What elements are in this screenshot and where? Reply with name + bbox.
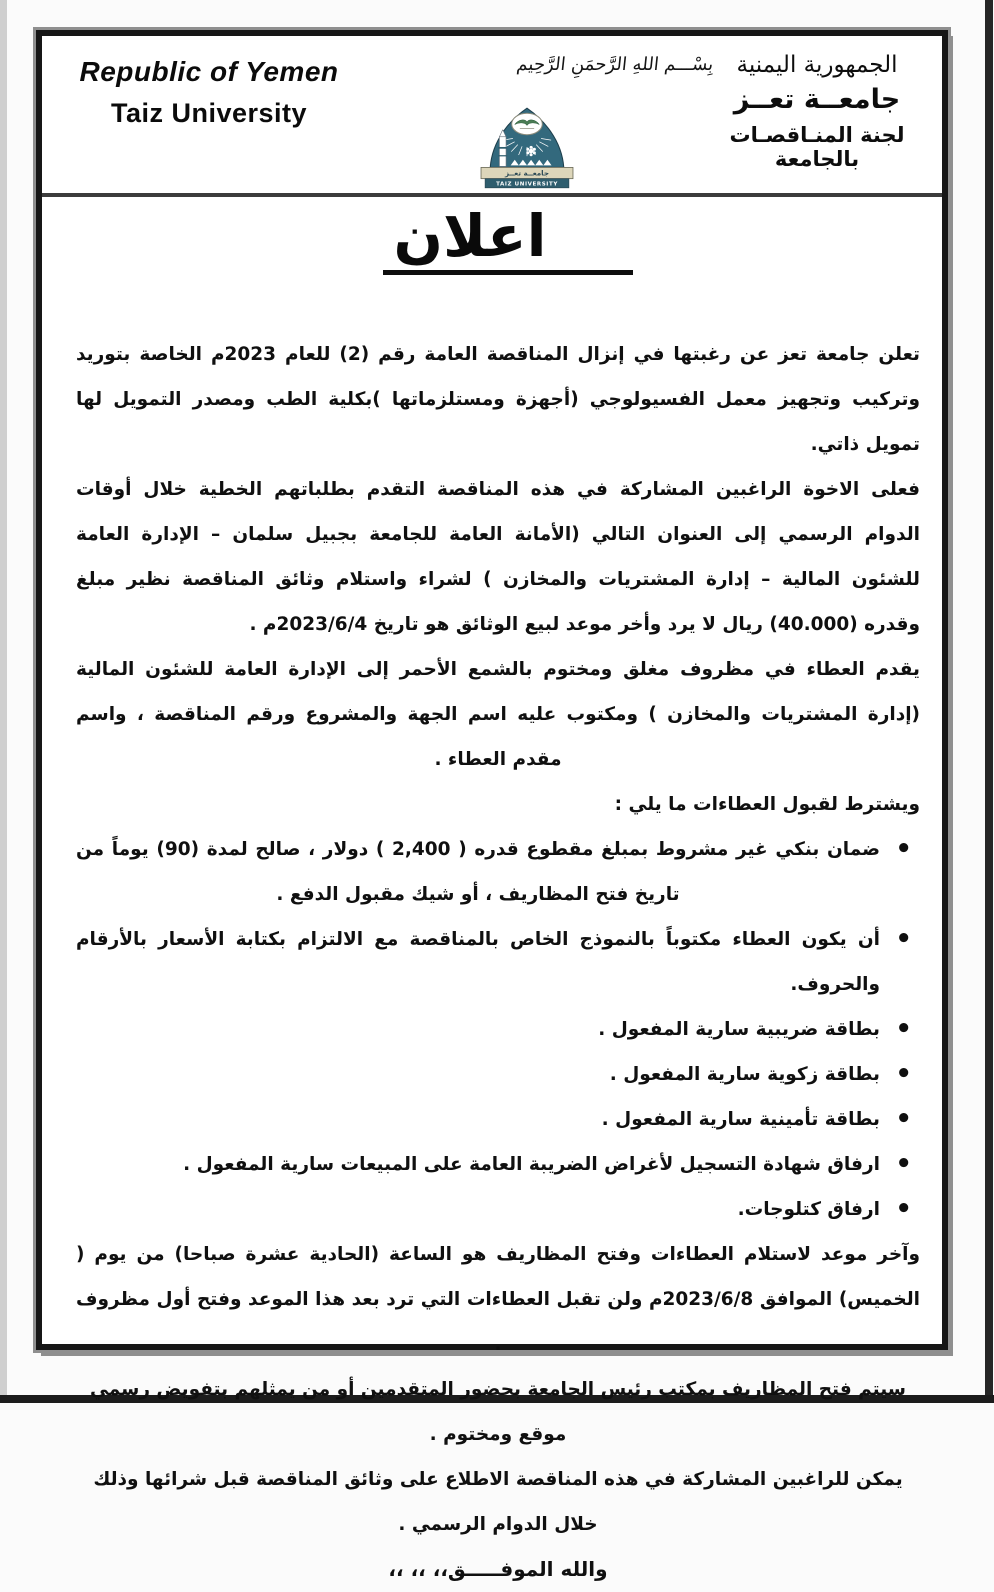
condition-item-insurance-card: • بطاقة تأمينية سارية المفعول . xyxy=(76,1097,920,1142)
taiz-university-logo-icon xyxy=(480,106,574,194)
paragraph-deadline: وآخر موعد لاستلام العطاءات وفتح المظاريف هو الساعة (الحادية عشرة صباحا) من يوم ( الخميس) الموافق 2023/6/8م ولن تقبل العطاءات التي ترد بعد هذا الموعد وفتح أول مظروف . xyxy=(76,1244,920,1355)
title-underline xyxy=(383,270,633,275)
condition-item-bank-guarantee: • ضمان بنكي غير مشروط بمبلغ مقطوع قدره ( 2,400 ) دولار ، صالح لمدة (90) يوماً من تاريخ فتح المظاريف ، أو شيك مقبول الدفع . xyxy=(76,827,920,917)
university-arabic-text: جامعــة تعــز xyxy=(733,84,901,115)
bismillah-calligraphy: بِسْـــم اللهِ الرَّحمَنِ الرَّحِيم xyxy=(515,54,715,75)
announcement-body xyxy=(76,332,920,1592)
condition-item-catalogs: • ارفاق كتلوجات. xyxy=(76,1187,920,1232)
announcement-title-block xyxy=(42,202,942,275)
conditions-intro: ويشترط لقبول العطاءات ما يلي : xyxy=(614,794,920,815)
paragraph-tender-intro: تعلن جامعة تعز عن رغبتها في إنزال المناقصة العامة رقم (2) للعام 2023م الخاصة بتوريد وتركيب وتجهيز معمل الفسيولوجي (أجهزة ومستلزماتها )بكلية الطب ومصدر التمويل لها تمويل ذاتي. xyxy=(76,344,920,455)
taiz-university-text: Taiz University xyxy=(110,98,308,128)
header-separator xyxy=(42,193,942,197)
signoff: والله الموفـــــق،، ،، ،، xyxy=(388,1557,608,1581)
paragraph-envelope-instructions: يقدم العطاء في مظروف مغلق ومختوم بالشمع الأحمر إلى الإدارة العامة للشئون المالية (إدارة المشتريات والمخازن ) ومكتوب عليه اسم الجهة والمشروع ورقم المناقصة ، واسم مقدم العطاء . xyxy=(76,659,920,770)
condition-item-bid-form: • أن يكون العطاء مكتوباً بالنموذج الخاص بالمناقصة مع الالتزام بكتابة الأسعار بالأرقام والحروف. xyxy=(76,917,920,1007)
republic-of-yemen-text: Republic of Yemen xyxy=(79,56,339,87)
tenders-committee-text: لجنة المنـاقصـات بالجامعة xyxy=(729,123,905,171)
republic-arabic-text: الجمهورية اليمنية xyxy=(736,52,898,78)
condition-item-tax-card: • بطاقة ضريبية سارية المفعول . xyxy=(76,1007,920,1052)
logo-svg xyxy=(480,106,574,190)
paragraph-submission-address: فعلى الاخوة الراغبين المشاركة في هذه المناقصة التقدم بطلباتهم الخطية خلال أوقات الدوام الرسمي إلى العنوان التالي (الأمانة العامة للجامعة بجبيل سلمان – الإدارة العامة للشئون المالية – إدارة المشتريات والمخازن ) لشراء واستلام وثائق المناقصة نظير مبلغ وقدره (40.000) ريال لا يرد وأخر موعد لبيع الوثائق هو تاريخ 2023/6/4م . xyxy=(76,479,920,635)
scan-edge-right xyxy=(985,0,993,1403)
paragraph-opening-location: سيتم فتح المظاريف بمكتب رئيس الجامعة بحضور المتقدمين أو من يمثلهم بتفويض رسمي موقع ومختوم . xyxy=(90,1379,906,1445)
condition-item-sales-tax-certificate: • ارفاق شهادة التسجيل لأغراض الضريبة العامة على المبيعات سارية المفعول . xyxy=(76,1142,920,1187)
scan-edge-left xyxy=(0,0,7,1403)
header-arabic xyxy=(702,52,932,171)
paragraph-document-review: يمكن للراغبين المشاركة في هذه المناقصة الاطلاع على وثائق المناقصة قبل شرائها وذلك خلال الدوام الرسمي . xyxy=(93,1469,903,1535)
svg-text:جامعــة تعــز: جامعــة تعــز xyxy=(504,168,550,178)
header-english xyxy=(64,56,354,129)
conditions-list xyxy=(76,827,920,1232)
svg-text:TAIZ UNIVERSITY: TAIZ UNIVERSITY xyxy=(496,181,558,188)
announcement-title: اعلان xyxy=(393,202,547,270)
condition-item-zakat-card: • بطاقة زكوية سارية المفعول . xyxy=(76,1052,920,1097)
document-frame xyxy=(36,30,948,1581)
